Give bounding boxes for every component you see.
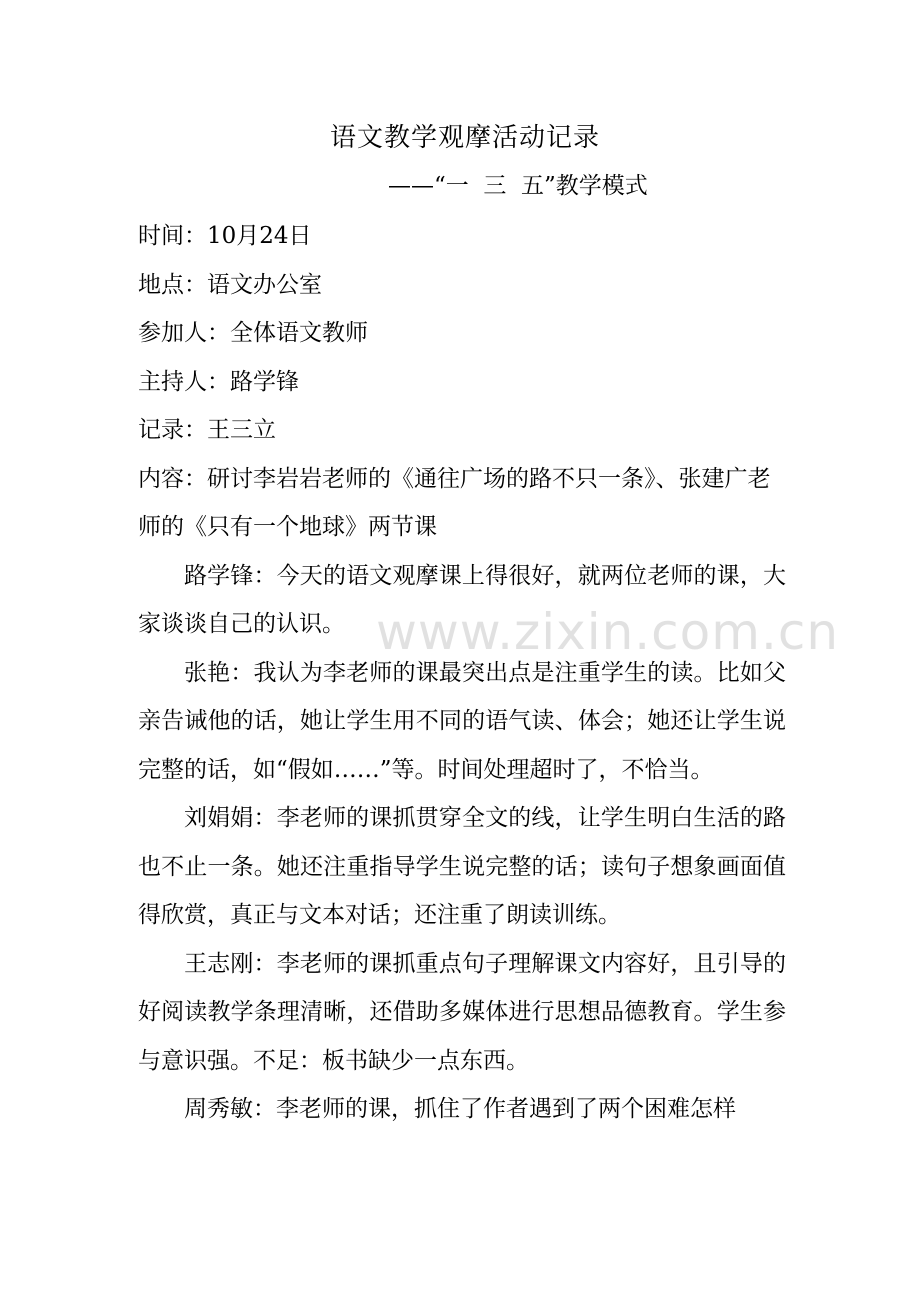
document-body [138, 212, 786, 1134]
paragraph-wang-zhigang: 王志刚：李老师的课抓重点句子理解课文内容好，且引导的好阅读教学条理清晰，还借助多媒体进行思想品德教育。学生参与意识强。不足：板书缺少一点东西。 [138, 950, 786, 1074]
paragraph-liu-juanjuan: 刘娟娟：李老师的课抓贯穿全文的线，让学生明白生活的路也不止一条。她还注重指导学生说完整的话；读句子想象画面值得欣赏，真正与文本对话；还注重了朗读训练。 [138, 805, 786, 928]
meta-time: 时间：10月24日 [138, 223, 312, 249]
meta-host: 主持人：路学锋 [138, 368, 299, 395]
document-title: 语文教学观摩活动记录 [329, 123, 600, 153]
paragraph-zhang-yan: 张艳：我认为李老师的课最突出点是注重学生的读。比如父亲告诫他的话，她让学生用不同的语气读、体会；她还让学生说完整的话，如“假如……”等。时间处理超时了，不恰当。 [138, 659, 786, 783]
document-subtitle: ——“一 三 五”教学模式 [388, 173, 648, 199]
meta-location: 地点：语文办公室 [138, 271, 322, 298]
watermark-text: www.zixin.com.cn [376, 603, 840, 661]
paragraph-zhou-xiumin: 周秀敏：李老师的课，抓住了作者遇到了两个困难怎样 [184, 1096, 736, 1122]
meta-participants: 参加人：全体语文教师 [138, 320, 368, 346]
paragraph-lu-xuefeng: 路学锋：今天的语文观摩课上得很好，就两位老师的课，大家谈谈自己的认识。 [138, 562, 786, 637]
meta-content: 内容：研讨李岩岩老师的《通往广场的路不只一条》、张建广老师的《只有一个地球》两节课 [138, 465, 771, 540]
meta-recorder: 记录：王三立 [138, 417, 276, 443]
